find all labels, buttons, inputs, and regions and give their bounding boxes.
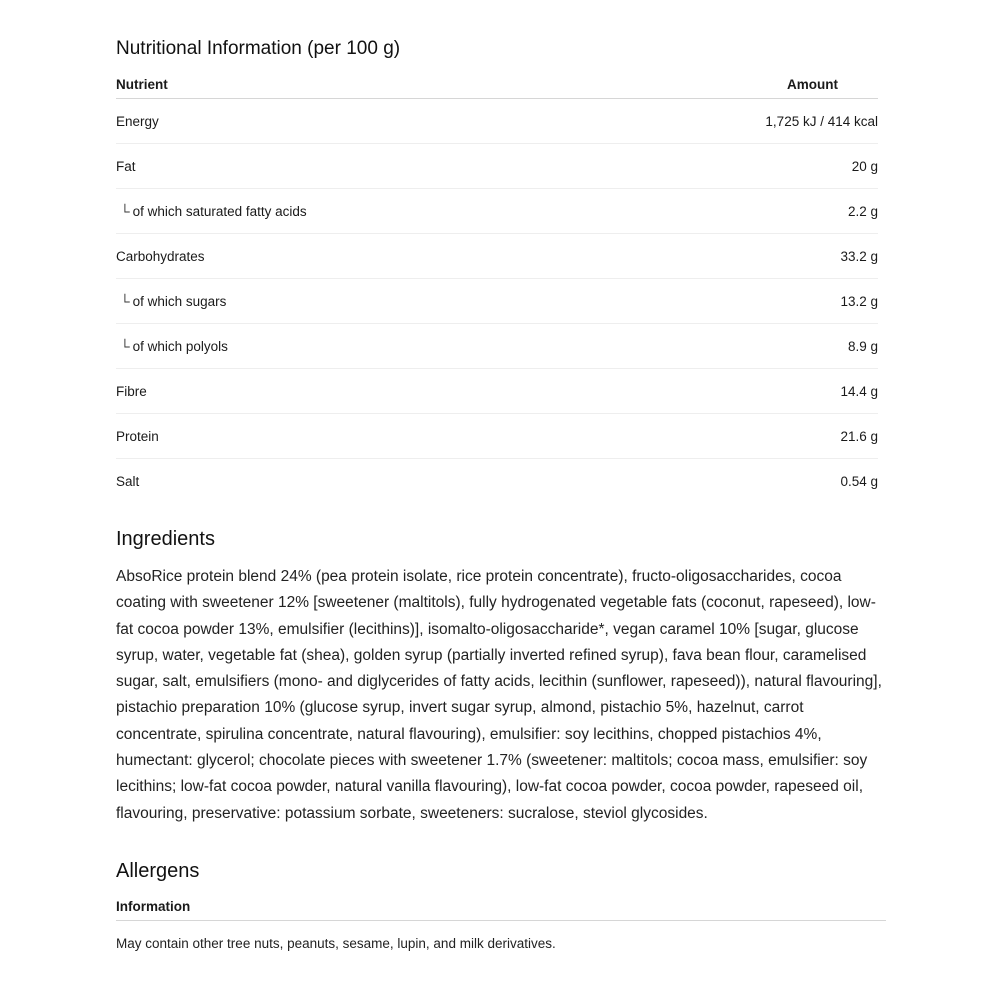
ingredients-text: AbsoRice protein blend 24% (pea protein isolate, rice protein concentrate), fructo-oligosaccharides, cocoa coating with sweetener 12% [sweetener (maltitols), fully hydrogenated vegetable fats (coconut, rapeseed), low-fat cocoa powder 13%, emulsifier (lecithins)], isomalto-oligosaccharide*, vegan caramel 10% [sugar, glucose syrup, water, vegetable fat (shea), golden syrup (partially inverted refined syrup), fava bean flour, caramelised sugar, salt, emulsifiers (mono- and diglycerides of fatty acids, lecithin (sunflower, rapeseed)), natural flavouring], pistachio preparation 10% (glucose syrup, invert sugar syrup, almond, pistachio 5%, hazelnut, carrot concentrate, spirulina concentrate, natural flavouring), emulsifier: soy lecithins, chopped pistachios 4%, humectant: glycerol; chocolate pieces with sweetener 1.7% (sweetener: maltitols; cocoa mass, emulsifier: soy lecithins; low-fat cocoa powder, natural vanilla flavouring), low-fat cocoa powder, cocoa powder, rapeseed oil, flavouring, preservative: potassium sorbate, sweeteners: sucralose, steviol glycosides.: [116, 568, 882, 822]
ingredients-title: Ingredients: [116, 528, 215, 550]
allergens-text: May contain other tree nuts, peanuts, sesame, lupin, and milk derivatives.: [116, 935, 556, 951]
table-row: [116, 414, 878, 459]
amount-cell: 20 g: [595, 144, 878, 189]
allergens-column-header: Information: [116, 892, 886, 921]
nutrient-cell: Protein: [116, 414, 595, 459]
amount-cell: 13.2 g: [595, 279, 878, 324]
allergens-title: Allergens: [116, 860, 200, 882]
nutrition-title: Nutritional Information (per 100 g): [116, 38, 401, 59]
amount-cell: 8.9 g: [595, 324, 878, 369]
nutrient-label: of which saturated fatty acids: [132, 203, 307, 219]
amount-column-header: Amount: [595, 70, 878, 99]
table-row: [116, 279, 878, 324]
nutrition-table: [116, 70, 878, 503]
allergens-header-row: [116, 892, 886, 921]
sub-item-marker: └: [120, 293, 130, 309]
amount-cell: 0.54 g: [840, 473, 878, 489]
allergens-table: [116, 892, 886, 965]
nutrient-label: of which sugars: [132, 293, 227, 309]
amount-cell: 33.2 g: [595, 234, 878, 279]
table-row: [116, 189, 878, 234]
table-row: [116, 99, 878, 144]
nutrient-cell: Fibre: [116, 369, 595, 414]
nutrient-cell: Salt: [116, 473, 140, 489]
sub-nutrient-cell: [116, 189, 595, 234]
nutrition-header-row: [116, 70, 878, 99]
amount-cell: 14.4 g: [595, 369, 878, 414]
nutrient-label: of which polyols: [132, 338, 228, 354]
sub-item-marker: └: [120, 338, 130, 354]
amount-cell: 1,725 kJ / 414 kcal: [595, 99, 878, 144]
amount-cell: 2.2 g: [595, 189, 878, 234]
sub-nutrient-cell: [116, 324, 595, 369]
sub-item-marker: └: [120, 203, 130, 219]
sub-nutrient-cell: [116, 279, 595, 324]
table-row: [116, 144, 878, 189]
table-row: [116, 459, 878, 504]
nutrient-cell: Energy: [116, 99, 595, 144]
nutrient-column-header: Nutrient: [116, 70, 595, 99]
nutrient-cell: Carbohydrates: [116, 234, 595, 279]
nutrient-cell: Fat: [116, 144, 595, 189]
amount-cell: 21.6 g: [595, 414, 878, 459]
table-row: [116, 324, 878, 369]
table-row: [116, 234, 878, 279]
table-row: [116, 369, 878, 414]
table-row: [116, 921, 886, 966]
